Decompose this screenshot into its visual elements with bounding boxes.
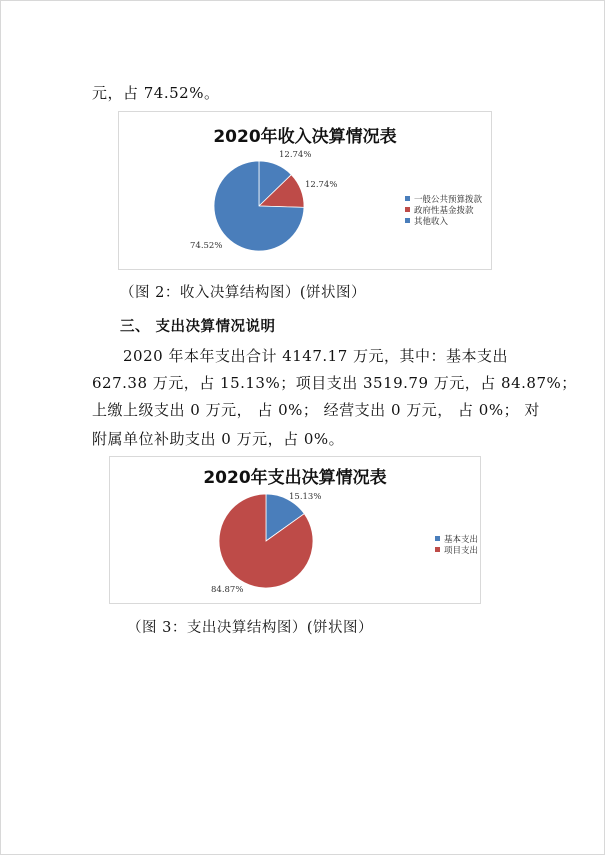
- income-chart-title: 2020年收入决算情况表: [213, 127, 397, 147]
- income-legend-label-3: 其他收入: [414, 216, 449, 227]
- expense-chart: [109, 456, 481, 604]
- paragraph-line: 2020 年本年支出合计 4147.17 万元，其中：基本支出: [123, 347, 509, 365]
- expense-slice-label-1: 15.13%: [289, 492, 322, 502]
- income-legend-item: [405, 204, 482, 215]
- income-chart-caption: （图 2：收入决算结构图）(饼状图）: [120, 285, 366, 301]
- expense-pie: [110, 457, 480, 603]
- expense-legend-label-2: 项目支出: [444, 545, 479, 556]
- legend-swatch-blue: [405, 218, 410, 223]
- expense-slice-label-2: 84.87%: [211, 585, 244, 595]
- intro-tail-text: 元，占 74.52%。: [92, 84, 220, 102]
- expense-legend: [435, 533, 478, 555]
- income-slice-label-1: 12.74%: [279, 150, 312, 160]
- expense-legend-label-1: 基本支出: [444, 534, 479, 545]
- expense-chart-caption: （图 3：支出决算结构图）(饼状图）: [127, 620, 373, 636]
- paragraph-line: 上缴上级支出 0 万元， 占 0%； 经营支出 0 万元， 占 0%； 对: [92, 401, 540, 419]
- income-slice-label-3: 74.52%: [190, 241, 223, 251]
- section-heading: 三、 支出决算情况说明: [120, 319, 276, 335]
- paragraph-line: 附属单位补助支出 0 万元，占 0%。: [92, 430, 345, 448]
- paragraph-line: 627.38 万元，占 15.13%；项目支出 3519.79 万元，占 84.87%；: [92, 374, 577, 392]
- income-legend-label-2: 政府性基金拨款: [414, 205, 474, 216]
- income-legend-item: [405, 193, 482, 204]
- income-legend-item: [405, 215, 482, 226]
- expense-chart-title: 2020年支出决算情况表: [203, 468, 387, 488]
- income-legend: [405, 193, 482, 226]
- expense-legend-item: [435, 544, 478, 555]
- legend-swatch-blue: [435, 536, 440, 541]
- income-legend-label-1: 一般公共预算拨款: [414, 194, 483, 205]
- income-chart: [118, 111, 492, 270]
- legend-swatch-red: [405, 207, 410, 212]
- expense-legend-item: [435, 533, 478, 544]
- legend-swatch-blue: [405, 196, 410, 201]
- legend-swatch-red: [435, 547, 440, 552]
- income-slice-label-2: 12.74%: [305, 180, 338, 190]
- income-pie: [119, 112, 491, 269]
